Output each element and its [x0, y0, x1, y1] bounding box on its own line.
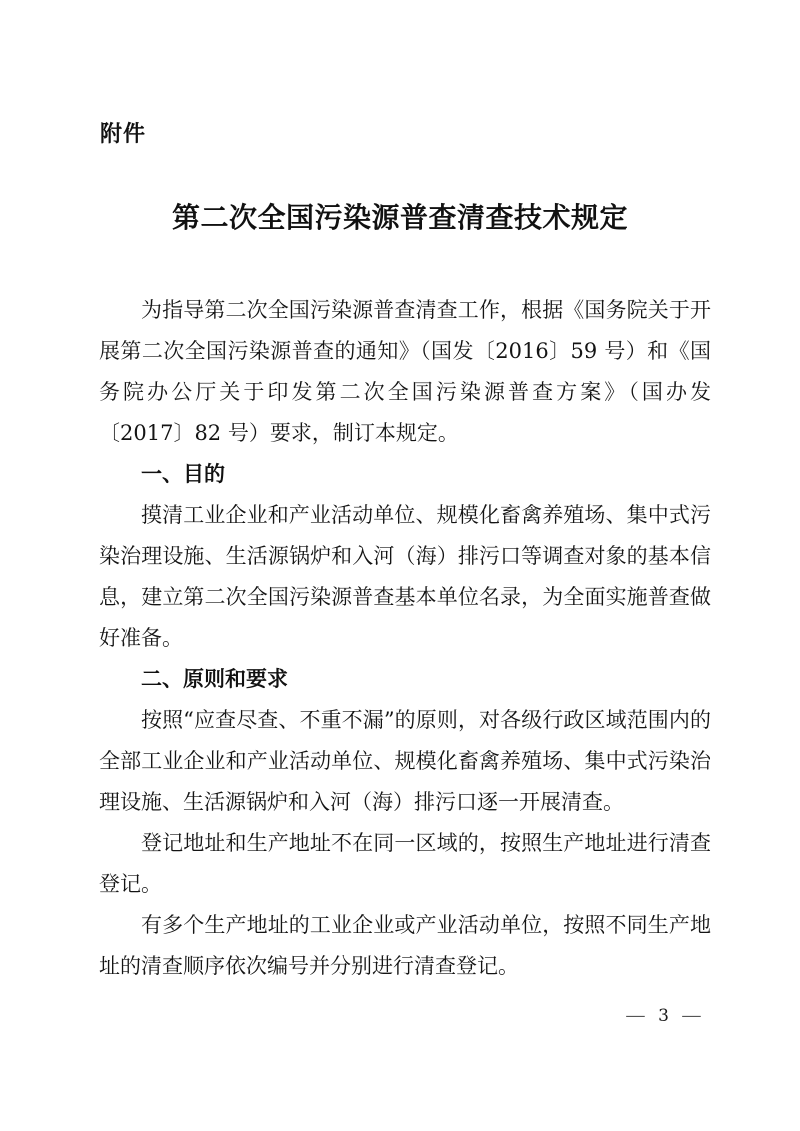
paragraph-purpose: 摸清工业企业和产业活动单位、规模化畜禽养殖场、集中式污染治理设施、生活源锅炉和入河（海）排污口等调查对象的基本信息，建立第二次全国污染源普查基本单位名录，为全面实施普查做好准备。 [99, 503, 711, 650]
page-number-dash-right: — [681, 1006, 702, 1026]
attachment-label: 附件 [100, 122, 147, 147]
page-number-value: 3 [658, 1006, 669, 1026]
document-title: 第二次全国污染源普查清查技术规定 [171, 201, 628, 234]
page-number-dash-left: — [625, 1006, 646, 1026]
paragraph-principles: 按照“应查尽查、不重不漏”的原则，对各级行政区域范围内的全部工业企业和产业活动单位、规模化畜禽养殖场、集中式污染治理设施、生活源锅炉和入河（海）排污口逐一开展清查。 [99, 708, 711, 814]
page-number [627, 1003, 700, 1029]
section-heading-purpose: 一、目的 [141, 462, 225, 486]
document-body [99, 290, 711, 987]
paragraph-registration-address: 登记地址和生产地址不在同一区域的，按照生产地址进行清查登记。 [99, 831, 711, 896]
paragraph-intro: 为指导第二次全国污染源普查清查工作，根据《国务院关于开展第二次全国污染源普查的通知》（国发〔2016〕59 号）和《国务院办公厅关于印发第二次全国污染源普查方案》（国办发〔2017〕82 号）要求，制订本规定。 [99, 298, 711, 445]
section-heading-principles: 二、原则和要求 [141, 667, 288, 691]
paragraph-multiple-addresses: 有多个生产地址的工业企业或产业活动单位，按照不同生产地址的清查顺序依次编号并分别进行清查登记。 [99, 913, 711, 978]
